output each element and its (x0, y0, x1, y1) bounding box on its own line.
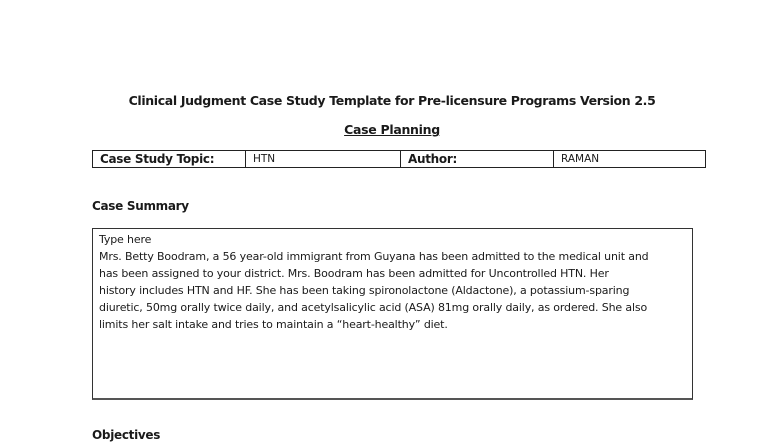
author-value[interactable]: RAMAN (561, 153, 600, 165)
summary-line: limits her salt intake and tries to maintain a “heart-healthy” diet. (99, 318, 448, 331)
summary-line: history includes HTN and HF. She has been taking spironolactone (Aldactone), a potassium-sparing (99, 284, 630, 297)
case-summary-heading: Case Summary (92, 199, 189, 213)
summary-line: diuretic, 50mg orally twice daily, and acetylsalicylic acid (ASA) 81mg orally daily, as ordered. She also (99, 301, 648, 314)
summary-line: Mrs. Betty Boodram, a 56 year-old immigrant from Guyana has been admitted to the medical unit and (99, 250, 649, 263)
section-subtitle (0, 122, 784, 137)
topic-label: Case Study Topic: (93, 151, 246, 167)
summary-placeholder: Type here (99, 233, 152, 246)
case-meta-table (92, 150, 706, 168)
case-planning-heading: Case Planning (344, 122, 440, 137)
objectives-heading: Objectives (92, 428, 161, 442)
author-label: Author: (401, 151, 554, 167)
topic-value[interactable]: HTN (246, 151, 401, 167)
document-title: Clinical Judgment Case Study Template for Pre-licensure Programs Version 2.5 (128, 93, 656, 108)
summary-line: has been assigned to your district. Mrs. Boodram has been admitted for Uncontrolled HTN. Her (99, 267, 609, 280)
case-summary-textbox[interactable] (92, 228, 693, 400)
